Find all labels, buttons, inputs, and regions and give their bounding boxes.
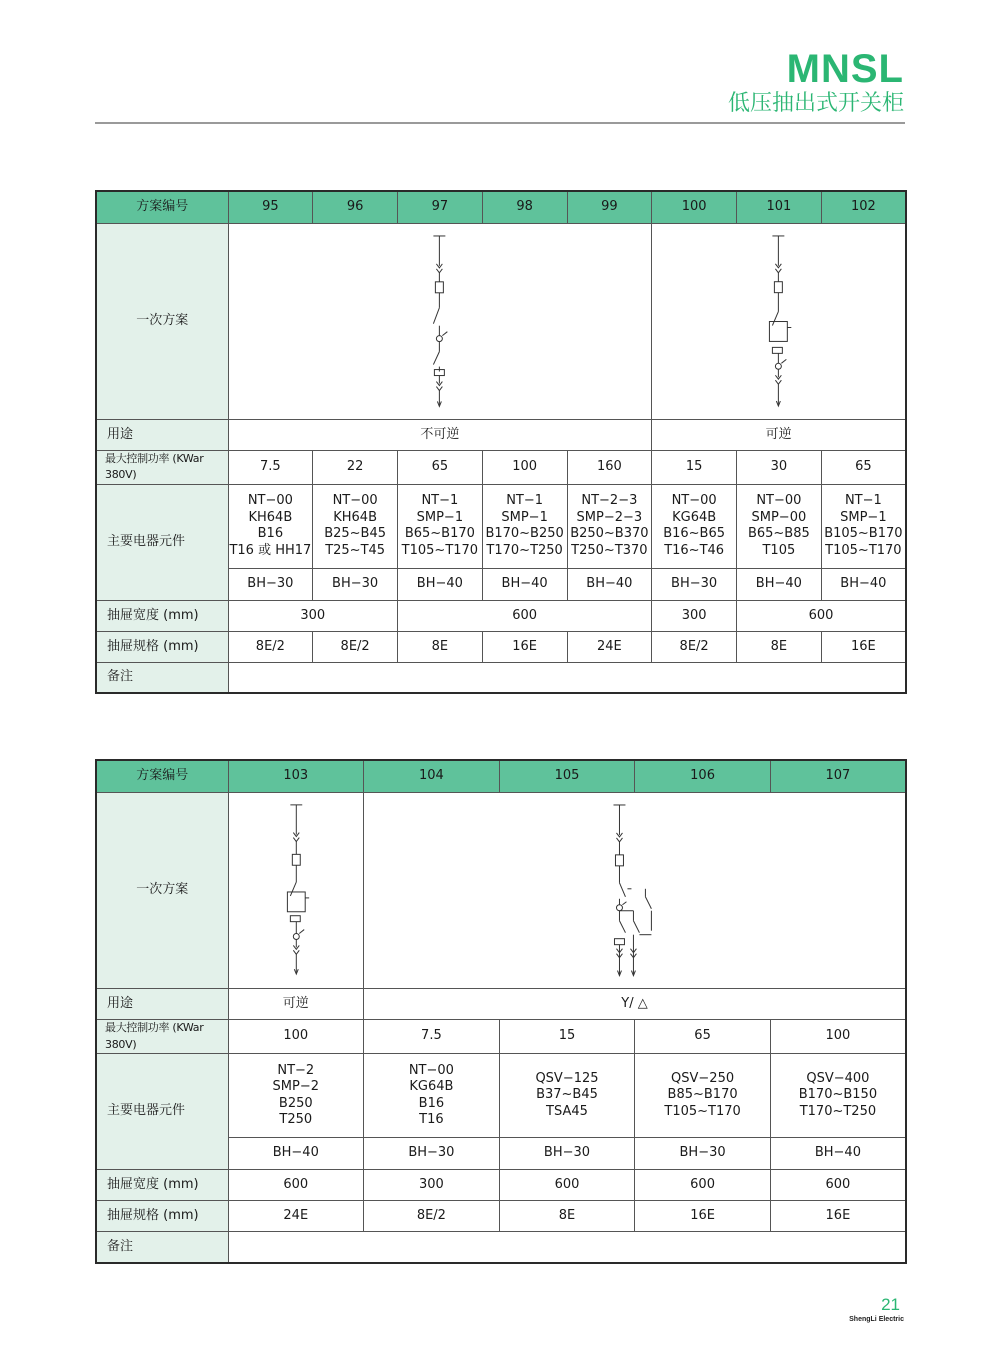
scheme-number: 100 [652, 191, 737, 223]
component-item: SMP−1 [840, 509, 887, 525]
scheme-table-2 [95, 759, 907, 1264]
component-item: KG64B [672, 509, 717, 525]
component-item: NT−1 [844, 493, 882, 509]
max-power-value: 100 [228, 1020, 364, 1054]
usage-value: Y/ △ [364, 989, 906, 1020]
max-power-value: 100 [770, 1020, 906, 1054]
component-item: QSV−400 [806, 1070, 870, 1086]
max-power-value: 15 [652, 450, 737, 484]
row-label-usage: 用途 [96, 419, 228, 450]
scheme-number-row [96, 760, 906, 792]
component-item: T105~T170 [401, 542, 479, 558]
component-item: SMP−1 [416, 509, 464, 525]
max-power-value: 22 [313, 450, 398, 484]
component-item: NT−00 [247, 493, 293, 509]
component-list [228, 484, 313, 568]
component-item: T105 [762, 542, 796, 558]
component-item: T105~T170 [825, 542, 902, 558]
component-bh: BH−40 [567, 568, 652, 600]
component-bh: BH−30 [313, 568, 398, 600]
single-line-diagram-icon [652, 224, 905, 419]
usage-value: 可逆 [228, 989, 364, 1020]
component-bh: BH−30 [652, 568, 737, 600]
remarks-row [96, 662, 906, 693]
max-power-value: 160 [567, 450, 652, 484]
component-item: T16 [419, 1112, 444, 1128]
component-item: KH64B [333, 509, 377, 525]
component-list [482, 484, 567, 568]
drawer-spec-value: 8E/2 [228, 631, 313, 662]
scheme-number: 99 [567, 191, 652, 223]
component-item: T250~T370 [571, 542, 648, 558]
component-item: B85~B170 [667, 1087, 738, 1103]
component-item: B16~B65 [663, 526, 726, 542]
max-power-value: 30 [737, 450, 822, 484]
component-item: B65~B170 [404, 526, 475, 542]
component-item: T25~T45 [325, 542, 386, 558]
component-list [652, 484, 737, 568]
component-bh: BH−40 [770, 1138, 906, 1170]
max-power-value: 100 [482, 450, 567, 484]
drawer-spec-value: 8E [499, 1201, 635, 1232]
usage-value: 不可逆 [228, 419, 652, 450]
max-power-value: 15 [499, 1020, 635, 1054]
drawer-spec-row [96, 1201, 906, 1232]
row-label-remarks: 备注 [96, 1232, 228, 1263]
scheme-number: 95 [228, 191, 313, 223]
component-item: TSA45 [546, 1103, 588, 1119]
max-power-value: 65 [398, 450, 483, 484]
circuit-diagram-reversible [652, 223, 906, 419]
component-list [635, 1054, 771, 1138]
component-list [567, 484, 652, 568]
component-item: T170~T250 [799, 1103, 877, 1119]
row-label-scheme-no: 方案编号 [96, 760, 228, 792]
row-label-components: 主要电器元件 [96, 1054, 228, 1170]
product-subtitle: 低压抽出式开关柜 [727, 91, 904, 116]
component-bh: BH−40 [228, 1138, 364, 1170]
component-item: NT−00 [756, 493, 802, 509]
drawer-spec-value: 16E [482, 631, 567, 662]
component-item: NT−2 [277, 1062, 315, 1078]
max-power-value: 65 [635, 1020, 771, 1054]
component-item: NT−00 [408, 1062, 454, 1078]
drawer-spec-value: 16E [635, 1201, 771, 1232]
row-label-drawer-width: 抽屉宽度 (mm) [96, 600, 228, 631]
components-row [96, 484, 906, 568]
component-list [499, 1054, 635, 1138]
component-bh: BH−40 [821, 568, 906, 600]
drawer-width-value: 600 [499, 1170, 635, 1201]
component-item: NT−2−3 [581, 493, 638, 509]
drawer-width-value: 600 [228, 1170, 364, 1201]
footer-brand: ShengLi Electric [849, 1316, 904, 1323]
scheme-number: 104 [364, 760, 500, 792]
component-list [821, 484, 906, 568]
component-bh: BH−30 [228, 568, 313, 600]
component-bh: BH−30 [635, 1138, 771, 1170]
component-item: B170~B250 [485, 526, 564, 542]
row-label-primary: 一次方案 [96, 792, 228, 989]
drawer-width-value: 300 [364, 1170, 500, 1201]
component-bh: BH−40 [737, 568, 822, 600]
scheme-number: 102 [821, 191, 906, 223]
drawer-spec-value: 8E/2 [364, 1201, 500, 1232]
drawer-width-value: 600 [737, 600, 907, 631]
component-item: B250~B370 [570, 526, 649, 542]
row-label-drawer-spec: 抽屉规格 (mm) [96, 631, 228, 662]
component-list [737, 484, 822, 568]
page-number: 21 [881, 1295, 900, 1314]
scheme-number-row [96, 191, 906, 223]
drawer-spec-value: 24E [228, 1201, 364, 1232]
single-line-diagram-icon [364, 793, 905, 989]
circuit-diagram-star-delta [364, 792, 906, 989]
drawer-width-value: 600 [398, 600, 652, 631]
row-label-primary: 一次方案 [96, 223, 228, 419]
drawer-width-value: 300 [228, 600, 398, 631]
component-item: T16~T46 [664, 542, 725, 558]
row-label-drawer-spec: 抽屉规格 (mm) [96, 1201, 228, 1232]
row-label-max-power: 最大控制功率 (KWar 380V) [96, 1020, 228, 1054]
component-item: T105~T170 [664, 1103, 741, 1119]
single-line-diagram-icon [229, 793, 364, 987]
component-item: QSV−250 [671, 1070, 735, 1086]
component-item: B16 [418, 1095, 445, 1111]
component-item: B25~B45 [324, 526, 387, 542]
max-power-value: 7.5 [364, 1020, 500, 1054]
remarks-value [228, 662, 906, 693]
max-power-row [96, 450, 906, 484]
component-item: T16 或 HH17 [229, 542, 312, 558]
component-item: B16 [257, 526, 284, 542]
component-item: SMP−1 [501, 509, 548, 525]
component-list [228, 1054, 364, 1138]
scheme-number: 98 [482, 191, 567, 223]
row-label-usage: 用途 [96, 989, 228, 1020]
component-item: SMP−2 [272, 1079, 320, 1095]
usage-row [96, 419, 906, 450]
component-item: B170~B150 [798, 1087, 878, 1103]
component-bh: BH−40 [482, 568, 567, 600]
circuit-diagram-reversible [228, 792, 364, 989]
usage-value: 可逆 [652, 419, 906, 450]
scheme-number: 97 [398, 191, 483, 223]
scheme-number: 107 [770, 760, 906, 792]
primary-scheme-row [96, 223, 906, 419]
component-item: B37~B45 [536, 1087, 598, 1103]
drawer-width-row [96, 1170, 906, 1201]
drawer-spec-value: 16E [821, 631, 906, 662]
row-label-drawer-width: 抽屉宽度 (mm) [96, 1170, 228, 1201]
component-list [770, 1054, 906, 1138]
header-divider [95, 122, 905, 124]
drawer-width-row [96, 600, 906, 631]
component-item: B65~B85 [747, 526, 810, 542]
component-bh: BH−40 [398, 568, 483, 600]
scheme-number: 101 [737, 191, 822, 223]
scheme-table-1 [95, 190, 907, 694]
scheme-number: 103 [228, 760, 364, 792]
component-item: SMP−00 [751, 509, 807, 525]
circuit-diagram-nonreversible [228, 223, 652, 419]
scheme-number: 105 [499, 760, 635, 792]
component-item: B250 [278, 1095, 313, 1111]
drawer-spec-value: 16E [770, 1201, 906, 1232]
drawer-spec-row [96, 631, 906, 662]
drawer-width-value: 300 [652, 600, 737, 631]
row-label-scheme-no: 方案编号 [96, 191, 228, 223]
component-item: NT−1 [506, 493, 544, 509]
brand-header [727, 47, 904, 118]
drawer-width-value: 600 [635, 1170, 771, 1201]
component-item: QSV−125 [535, 1070, 599, 1086]
brand-logo-text: MNSL [786, 47, 904, 91]
component-item: NT−1 [421, 493, 459, 509]
component-item: SMP−2−3 [576, 509, 643, 525]
row-label-max-power: 最大控制功率 (KWar 380V) [96, 450, 228, 484]
drawer-spec-value: 8E [737, 631, 822, 662]
components-row [96, 1054, 906, 1138]
component-item: T250 [279, 1112, 313, 1128]
max-power-row [96, 1020, 906, 1054]
drawer-spec-value: 8E/2 [652, 631, 737, 662]
max-power-value: 65 [821, 450, 906, 484]
component-bh: BH−30 [364, 1138, 500, 1170]
scheme-number: 106 [635, 760, 771, 792]
component-item: T170~T250 [486, 542, 563, 558]
usage-row [96, 989, 906, 1020]
remarks-row [96, 1232, 906, 1263]
drawer-width-value: 600 [770, 1170, 906, 1201]
component-item: NT−00 [671, 493, 717, 509]
row-label-remarks: 备注 [96, 662, 228, 693]
component-item: B105~B170 [824, 526, 903, 542]
component-item: KG64B [409, 1079, 454, 1095]
drawer-spec-value: 24E [567, 631, 652, 662]
component-item: KH64B [248, 509, 293, 525]
drawer-spec-value: 8E [398, 631, 483, 662]
drawer-spec-value: 8E/2 [313, 631, 398, 662]
remarks-value [228, 1232, 906, 1263]
component-bh: BH−30 [499, 1138, 635, 1170]
component-list [313, 484, 398, 568]
component-list [364, 1054, 500, 1138]
scheme-number: 96 [313, 191, 398, 223]
primary-scheme-row [96, 792, 906, 989]
max-power-value: 7.5 [228, 450, 313, 484]
component-item: NT−00 [332, 493, 378, 509]
component-list [398, 484, 483, 568]
single-line-diagram-icon [229, 224, 652, 419]
row-label-components: 主要电器元件 [96, 484, 228, 600]
